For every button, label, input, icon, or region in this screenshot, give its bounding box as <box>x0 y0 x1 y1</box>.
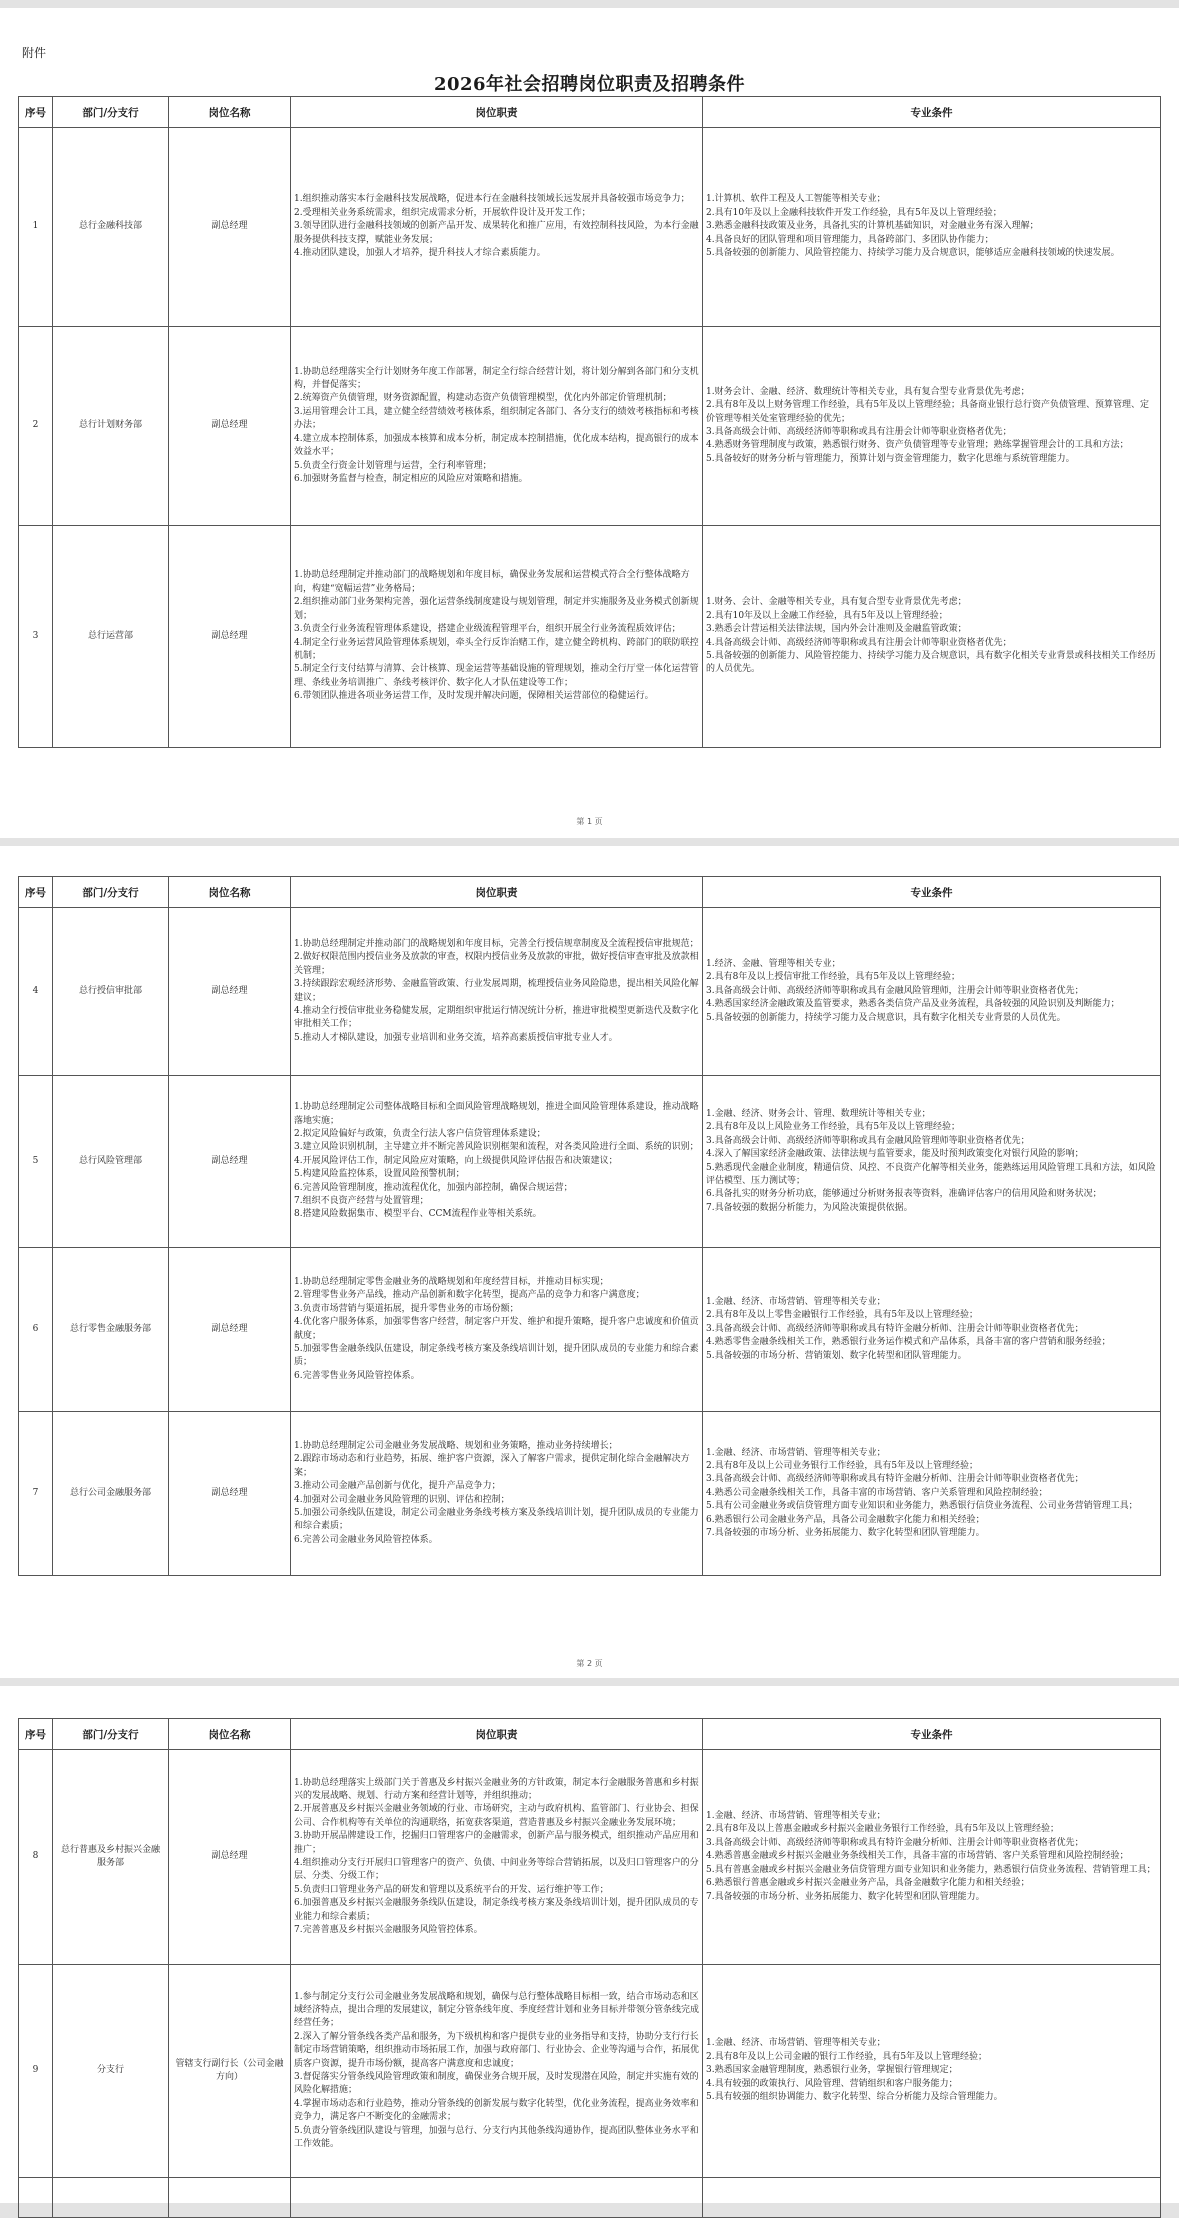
row-dept: 总行授信审批部 <box>53 908 169 1076</box>
row-position: 副总经理 <box>169 908 291 1076</box>
list-item: 5.具备较强的创新能力、风险管控能力、持续学习能力及合规意识，能够适应金融科技领域的快速发展。 <box>706 248 1120 259</box>
header-duties: 岗位职责 <box>291 877 703 908</box>
list-item: 5.具有较强的组织协调能力、数字化转型、综合分析能力及综合管理能力。 <box>706 2092 1003 2103</box>
list-item: 7.具备较强的数据分析能力，为风险决策提供依据。 <box>706 1202 913 1213</box>
header-requirements: 专业条件 <box>703 1719 1161 1750</box>
table-row-partial <box>19 2178 1161 2218</box>
row-position: 副总经理 <box>169 327 291 526</box>
row-duties <box>291 327 703 526</box>
list-item: 2.具有8年及以上零售金融银行工作经验，具有5年及以上管理经验； <box>706 1310 979 1321</box>
list-item: 1.协助总经理落实上级部门关于普惠及乡村振兴金融业务的方针政策，制定本行金融服务普惠和乡村振兴的发展战略、规划、行动方案和经营计划等，并组织推动； <box>294 1777 699 1801</box>
list-item: 1.经济、金融、管理等相关专业； <box>706 958 841 969</box>
list-item: 4.组织推动分支行开展归口管理客户的资产、负债、中间业务等综合营销拓展，以及归口管理客户的分层、分类、分级工作； <box>294 1858 699 1882</box>
table-row <box>19 1965 1161 2178</box>
document-title: 2026年社会招聘岗位职责及招聘条件 <box>433 74 746 95</box>
row-position: 副总经理 <box>169 1750 291 1965</box>
list-item: 3.持续跟踪宏观经济形势、金融监管政策、行业发展周期，梳理授信业务风险隐患，提出相关风险化解建议； <box>294 979 699 1003</box>
table-row <box>19 1076 1161 1248</box>
list-item: 3.熟悉国家金融管理制度，熟悉银行业务，掌握银行管理规定； <box>706 2065 958 2076</box>
list-item: 2.具有8年及以上授信审批工作经验，具有5年及以上管理经验； <box>706 972 961 983</box>
list-item: 2.受理相关业务系统需求，组织完成需求分析，开展软件设计及开发工作； <box>294 207 591 218</box>
list-item: 7.组织不良资产经营与处置管理； <box>294 1196 429 1207</box>
list-item: 7.具备较强的市场分析、业务拓展能力、数字化转型和团队管理能力。 <box>706 1528 985 1539</box>
list-item: 2.开展普惠及乡村振兴金融业务领域的行业、市场研究，主动与政府机构、监管部门、行业协会、担保公司、合作机构等有关单位的沟通联络，拓宽获客渠道，营造普惠及乡村振兴金融业务发展环境； <box>294 1804 699 1828</box>
row-requirements <box>703 1248 1161 1412</box>
list-item: 5.推动人才梯队建设，加强专业培训和业务交流，培养高素质授信审批专业人才。 <box>294 1032 618 1043</box>
list-item: 5.具备较强的市场分析、营销策划、数字化转型和团队管理能力。 <box>706 1350 967 1361</box>
list-item: 3.协助开展品牌建设工作，挖掘归口管理客户的金融需求，创新产品与服务模式，组织推动产品应用和推广； <box>294 1831 699 1855</box>
list-item: 5.负责分管条线团队建设与管理，加强与总行、分支行内其他条线沟通协作，提高团队整体业务水平和工作效能。 <box>294 2125 699 2150</box>
list-item: 4.熟悉零售金融条线相关工作，熟悉银行业务运作模式和产品体系，具备丰富的客户营销和服务经验； <box>706 1337 1111 1348</box>
row-position: 副总经理 <box>169 1248 291 1412</box>
row-no: 1 <box>19 128 53 327</box>
list-item: 4.推动团队建设，加强人才培养，提升科技人才综合素质能力。 <box>294 248 546 259</box>
list-item: 5.制定全行支付结算与清算、会计核算、现金运营等基础设施的管理规划，推动全行厅堂一体化运营管理、条线业务培训推广、条线考核评价、数字化人才队伍建设等工作； <box>294 664 699 688</box>
list-item: 4.加强对公司金融业务风险管理的识别、评估和控制； <box>294 1494 510 1505</box>
row-requirements <box>703 908 1161 1076</box>
row-duties <box>291 1412 703 1576</box>
list-item: 4.推动全行授信审批业务稳健发展，定期组织审批运行情况统计分析，推进审批模型更新迭代及数字化审批相关工作； <box>294 1005 699 1030</box>
row-no: 2 <box>19 327 53 526</box>
list-item: 5.具有普惠金融或乡村振兴金融业务信贷管理方面专业知识和业务能力，熟悉银行信贷业务流程、营销管理工具； <box>706 1864 1156 1875</box>
list-item: 1.财务、会计、金融等相关专业，具有复合型专业背景优先考虑； <box>706 597 967 608</box>
row-duties <box>291 128 703 327</box>
list-item: 1.协助总经理落实全行计划财务年度工作部署，制定全行综合经营计划，将计划分解到各部门和分支机构，并督促落实； <box>294 366 699 391</box>
list-item: 1.计算机、软件工程及人工智能等相关专业； <box>706 194 886 205</box>
list-item: 1.组织推动落实本行金融科技发展战略，促进本行在金融科技领域长远发展并具备较强市场竞争力； <box>294 194 690 205</box>
list-item: 3.具备高级会计师、高级经济师等职称或具有特许金融分析师、注册会计师等职业资格者优先； <box>706 1323 1084 1334</box>
page-number: 第 1 页 <box>576 817 603 826</box>
list-item: 2.跟踪市场动态和行业趋势，拓展、维护客户资源，深入了解客户需求，提供定制化综合金融解决方案； <box>294 1454 690 1478</box>
list-item: 2.具有8年及以上风险业务工作经验，具有5年及以上管理经验； <box>706 1122 961 1133</box>
header-position: 岗位名称 <box>169 877 291 908</box>
list-item: 3.督促落实分管条线风险管理政策和制度，确保业务合规开展，及时发现潜在风险，制定并实施有效的风险化解措施； <box>294 2072 699 2096</box>
list-item: 6.具备扎实的财务分析功底，能够通过分析财务报表等资料，准确评估客户的信用风险和财务状况； <box>706 1189 1102 1200</box>
recruitment-table-page-3 <box>18 1718 1161 2218</box>
list-item: 1.金融、经济、市场营销、管理等相关专业； <box>706 1447 886 1458</box>
list-item: 6.完善公司金融业务风险管控体系。 <box>294 1534 438 1545</box>
table-header-row <box>19 877 1161 908</box>
list-item: 6.熟悉银行普惠金融或乡村振兴金融业务产品，具备金融数字化能力和相关经验； <box>706 1878 1030 1889</box>
row-position: 副总经理 <box>169 1412 291 1576</box>
table-header-row <box>19 1719 1161 1750</box>
list-item: 2.统筹资产负债管理，财务资源配置，构建动态资产负债管理模型，优化内外部定价管理机制； <box>294 393 672 404</box>
table-header-row <box>19 97 1161 128</box>
list-item: 2.管理零售业务产品线，推动产品创新和数字化转型，提高产品的竞争力和客户满意度； <box>294 1290 645 1301</box>
header-dept: 部门/分支行 <box>53 97 169 128</box>
recruitment-table-page-2 <box>18 876 1161 1576</box>
list-item: 5.加强零售金融条线队伍建设，制定条线考核方案及条线培训计划，提升团队成员的专业能力和综合素质； <box>294 1343 699 1368</box>
list-item: 4.熟悉公司金融条线相关工作，具备丰富的市场营销、客户关系管理和风险控制经验； <box>706 1487 1048 1498</box>
list-item: 4.熟悉国家经济金融政策及监管要求，熟悉各类信贷产品及业务流程，具备较强的风险识别及判断能力； <box>706 999 1120 1010</box>
row-dept: 总行公司金融服务部 <box>53 1412 169 1576</box>
list-item: 4.开展风险评估工作，制定风险应对策略，向上级提供风险评估报告和决策建议； <box>294 1155 618 1166</box>
row-position: 副总经理 <box>169 526 291 748</box>
list-item: 1.财务会计、金融、经济、数理统计等相关专业，具有复合型专业背景优先考虑； <box>706 386 1030 397</box>
list-item: 5.具备较强的创新能力，持续学习能力及合规意识，具有数字化相关专业背景的人员优先。 <box>706 1012 1066 1023</box>
list-item: 5.具有公司金融业务或信贷管理方面专业知识和业务能力，熟悉银行信贷业务流程、公司业务营销管理工具； <box>706 1501 1138 1512</box>
header-dept: 部门/分支行 <box>53 877 169 908</box>
row-duties <box>291 1076 703 1248</box>
document-page-3 <box>0 1686 1179 2203</box>
list-item: 4.具备良好的团队管理和项目管理能力，具备跨部门、多团队协作能力； <box>706 234 994 245</box>
list-item: 5.负责归口管理业务产品的研发和管理以及系统平台的开发、运行维护等工作； <box>294 1884 609 1895</box>
row-no: 4 <box>19 908 53 1076</box>
list-item: 5.负责全行资金计划管理与运营，全行利率管理； <box>294 460 492 471</box>
row-dept: 总行零售金融服务部 <box>53 1248 169 1412</box>
list-item: 2.具有10年及以上金融工作经验，具有5年及以上管理经验； <box>706 610 948 621</box>
list-item: 1.协助总经理制定零售金融业务的战略规划和年度经营目标，并推动目标实现； <box>294 1276 609 1287</box>
list-item: 4.建立成本控制体系，加强成本核算和成本分析，制定成本控制措施，优化成本结构，提高银行的成本效益水平； <box>294 433 699 458</box>
list-item: 6.加强普惠及乡村振兴金融服务条线队伍建设，制定条线考核方案及条线培训计划，提升团队成员的专业能力和综合素质； <box>294 1898 699 1922</box>
row-duties <box>291 908 703 1076</box>
list-item: 6.熟悉银行公司金融业务产品，具备公司金融数字化能力和相关经验； <box>706 1514 985 1525</box>
row-no: 5 <box>19 1076 53 1248</box>
row-dept: 总行金融科技部 <box>53 128 169 327</box>
list-item: 4.掌握市场动态和行业趋势，推动分管条线的创新发展与数字化转型，优化业务流程，提高业务效率和竞争力，满足客户不断变化的金融需求； <box>294 2098 699 2123</box>
list-item: 4.熟悉普惠金融或乡村振兴金融业务条线相关工作，具备丰富的市场营销、客户关系管理和风险控制经验； <box>706 1851 1129 1862</box>
page-number: 第 2 页 <box>576 1659 603 1668</box>
list-item: 1.金融、经济、市场营销、管理等相关专业； <box>706 2038 886 2049</box>
list-item: 6.带领团队推进各项业务运营工作，及时发现并解决问题，保障相关运营部位的稳健运行。 <box>294 691 654 702</box>
list-item: 4.具有较强的政策执行、风险管理、营销组织和客户服务能力； <box>706 2078 958 2089</box>
row-duties <box>291 1248 703 1412</box>
list-item: 5.熟悉现代金融企业制度，精通信贷、风控、不良资产化解等相关业务，能熟练运用风险管理工具和方法，如风险评估模型、压力测试等； <box>706 1162 1156 1186</box>
header-position: 岗位名称 <box>169 1719 291 1750</box>
row-requirements <box>703 1076 1161 1248</box>
row-dept: 总行运营部 <box>53 526 169 748</box>
list-item: 3.熟悉会计营运相关法律法规，国内外会计准则及金融监管政策； <box>706 624 967 635</box>
list-item: 4.制定全行业务运营风险管理体系规划，牵头全行反诈治赌工作，建立健全跨机构、跨部门的联防联控机制； <box>294 637 699 661</box>
row-no: 9 <box>19 1965 53 2178</box>
list-item: 5.具备较强的创新能力、风险管控能力、持续学习能力及合规意识，具有数字化相关专业背景或科技相关工作经历的人员优先。 <box>706 650 1156 675</box>
list-item: 6.完善风险管理制度，推动流程优化，加强内部控制，确保合规运营； <box>294 1182 573 1193</box>
row-duties <box>291 526 703 748</box>
row-duties <box>291 1750 703 1965</box>
header-duties: 岗位职责 <box>291 97 703 128</box>
row-dept: 分支行 <box>53 1965 169 2178</box>
document-page-1 <box>0 8 1179 838</box>
table-row <box>19 908 1161 1076</box>
row-position: 副总经理 <box>169 1076 291 1248</box>
row-requirements <box>703 128 1161 327</box>
row-position: 管辖支行副行长（公司金融方向） <box>169 1965 291 2178</box>
header-requirements: 专业条件 <box>703 877 1161 908</box>
list-item: 1.协助总经理制定公司整体战略目标和全面风险管理战略规划，推进全面风险管理体系建设，推动战略落地实施； <box>294 1102 699 1126</box>
row-dept: 总行计划财务部 <box>53 327 169 526</box>
header-position: 岗位名称 <box>169 97 291 128</box>
list-item: 7.完善普惠及乡村振兴金融服务风险管控体系。 <box>294 1925 483 1936</box>
list-item: 5.构建风险监控体系，设置风险预警机制； <box>294 1169 465 1180</box>
row-requirements <box>703 327 1161 526</box>
list-item: 3.具备高级会计师、高级经济师等职称或具有注册会计师等职业资格者优先； <box>706 427 1012 437</box>
header-duties: 岗位职责 <box>291 1719 703 1750</box>
header-dept: 部门/分支行 <box>53 1719 169 1750</box>
list-item: 3.负责全行业务流程管理体系建设，搭建企业级流程管理平台，组织开展全行业务流程质效评估； <box>294 624 681 635</box>
list-item: 5.加强公司条线队伍建设，制定公司金融业务条线考核方案及条线培训计划，提升团队成员的专业能力和综合素质； <box>294 1507 699 1532</box>
list-item: 2.具有8年及以上财务管理工作经验，具有5年及以上管理经验；具备商业银行总行资产负债管理、预算管理、定价管理等相关处室管理经验的优先； <box>706 400 1150 424</box>
table-row <box>19 128 1161 327</box>
row-requirements <box>703 1965 1161 2178</box>
row-no: 3 <box>19 526 53 748</box>
list-item: 2.具有8年及以上公司业务银行工作经验，具有5年及以上管理经验； <box>706 1460 979 1471</box>
header-no: 序号 <box>19 877 53 908</box>
row-duties <box>291 1965 703 2178</box>
list-item: 8.搭建风险数据集市、模型平台、CCM流程作业等相关系统。 <box>294 1209 542 1220</box>
list-item: 3.负责市场营销与渠道拓展，提升零售业务的市场份额； <box>294 1303 519 1314</box>
header-no: 序号 <box>19 97 53 128</box>
list-item: 2.拟定风险偏好与政策，负责全行法人客户信贷管理体系建设； <box>294 1128 546 1139</box>
list-item: 7.具备较强的市场分析、业务拓展能力、数字化转型和团队管理能力。 <box>706 1891 985 1902</box>
row-requirements <box>703 1750 1161 1965</box>
list-item: 4.具备高级会计师、高级经济师等职称或具有注册会计师等职业资格者优先； <box>706 637 1012 648</box>
attachment-label: 附件 <box>22 46 47 60</box>
recruitment-table-page-1 <box>18 96 1161 748</box>
list-item: 3.运用管理会计工具，建立健全经营绩效考核体系，组织制定各部门、各分支行的绩效考核指标和考核办法； <box>294 406 699 431</box>
row-no: 6 <box>19 1248 53 1412</box>
list-item: 3.建立风险识别机制，主导建立并不断完善风险识别框架和流程，对各类风险进行全面、系统的识别； <box>294 1142 699 1153</box>
list-item: 3.推动公司金融产品创新与优化，提升产品竞争力； <box>294 1481 501 1492</box>
list-item: 2.组织推动部门业务架构完善，强化运营条线制度建设与规划管理，制定并实施服务及业务模式创新规划； <box>294 597 699 621</box>
list-item: 1.金融、经济、财务会计、管理、数理统计等相关专业； <box>706 1108 931 1119</box>
list-item: 3.熟悉金融科技政策及业务，具备扎实的计算机基础知识，对金融业务有深入理解； <box>706 221 1039 232</box>
list-item: 1.金融、经济、市场营销、管理等相关专业； <box>706 1296 886 1307</box>
header-no: 序号 <box>19 1719 53 1750</box>
list-item: 1.金融、经济、市场营销、管理等相关专业； <box>706 1811 886 1822</box>
list-item: 2.具有10年及以上金融科技软件开发工作经验，具有5年及以上管理经验； <box>706 207 1002 218</box>
table-row <box>19 1412 1161 1576</box>
list-item: 6.完善零售业务风险管控体系。 <box>294 1370 420 1381</box>
row-requirements <box>703 1412 1161 1576</box>
list-item: 4.熟悉财务管理制度与政策，熟悉银行财务、资产负债管理等专业管理；熟练掌握管理会计的工具和方法； <box>706 440 1129 451</box>
list-item: 4.深入了解国家经济金融政策、法律法规与监管要求，能及时预判政策变化对银行风险的影响； <box>706 1149 1084 1160</box>
list-item: 5.具备较好的财务分析与管理能力，预算计划与资金管理能力，数字化思维与系统管理能力。 <box>706 453 1075 464</box>
list-item: 6.加强财务监督与检查，制定相应的风险应对策略和措施。 <box>294 473 528 484</box>
list-item: 3.具备高级会计师、高级经济师等职称或具有特许金融分析师、注册会计师等职业资格者优先； <box>706 1474 1084 1485</box>
table-row <box>19 1248 1161 1412</box>
list-item: 2.具有8年及以上公司金融的银行工作经验，具有5年及以上管理经验； <box>706 2051 988 2062</box>
list-item: 1.参与制定分支行公司金融业务发展战略和规划，确保与总行整体战略目标相一致，结合市场动态和区域经济特点，提出合理的发展建议，制定分管条线年度、季度经营计划和业务目标并带领分管条线完成经营任务； <box>294 1991 700 2029</box>
list-item: 3.领导团队进行金融科技领域的创新产品开发、成果转化和推广应用，有效控制科技风险，为本行金融服务提供科技支撑，赋能业务发展； <box>294 221 699 245</box>
row-requirements <box>703 526 1161 748</box>
list-item: 3.具备高级会计师、高级经济师等职称或具有金融风险管理师等职业资格者优先； <box>706 1135 1030 1146</box>
table-row <box>19 327 1161 526</box>
row-dept: 总行普惠及乡村振兴金融服务部 <box>53 1750 169 1965</box>
list-item: 2.深入了解分管条线各类产品和服务，为下级机构和客户提供专业的业务指导和支持，协助分支行行长制定市场营销策略，组织推动市场拓展工作，加强与政府部门、行业协会、企业等沟通与合作，拓展优质客户资源，提升市场份额，提高客户满意度和忠诚度； <box>294 2031 700 2069</box>
row-no: 7 <box>19 1412 53 1576</box>
document-page-2 <box>0 846 1179 1678</box>
list-item: 3.具备高级会计师、高级经济师等职称或具有特许金融分析师、注册会计师等职业资格者优先； <box>706 1837 1084 1848</box>
row-position: 副总经理 <box>169 128 291 327</box>
list-item: 1.协助总经理制定并推动部门的战略规划和年度目标，完善全行授信规章制度及全流程授信审批规范； <box>294 938 699 949</box>
list-item: 1.协助总经理制定公司金融业务发展战略、规划和业务策略，推动业务持续增长； <box>294 1440 618 1451</box>
table-row <box>19 1750 1161 1965</box>
list-item: 4.优化客户服务体系，加强零售客户经营，制定客户开发、维护和提升策略，提升客户忠诚度和价值贡献度； <box>294 1317 699 1341</box>
header-requirements: 专业条件 <box>703 97 1161 128</box>
table-row <box>19 526 1161 748</box>
row-no: 8 <box>19 1750 53 1965</box>
list-item: 2.具有8年及以上普惠金融或乡村振兴金融业务银行工作经验，具有5年及以上管理经验； <box>706 1824 1060 1835</box>
list-item: 2.做好权限范围内授信业务及放款的审查，权限内授信业务及放款的审批，做好授信审查审批及放款相关管理； <box>294 952 699 976</box>
list-item: 3.具备高级会计师、高级经济师等职称或具有金融风险管理师，注册会计师等职业资格者优先； <box>706 985 1084 996</box>
list-item: 1.协助总经理制定并推动部门的战略规划和年度目标，确保业务发展和运营模式符合全行整体战略方向，构建“宽幅运营”业务格局； <box>294 570 690 594</box>
row-dept: 总行风险管理部 <box>53 1076 169 1248</box>
